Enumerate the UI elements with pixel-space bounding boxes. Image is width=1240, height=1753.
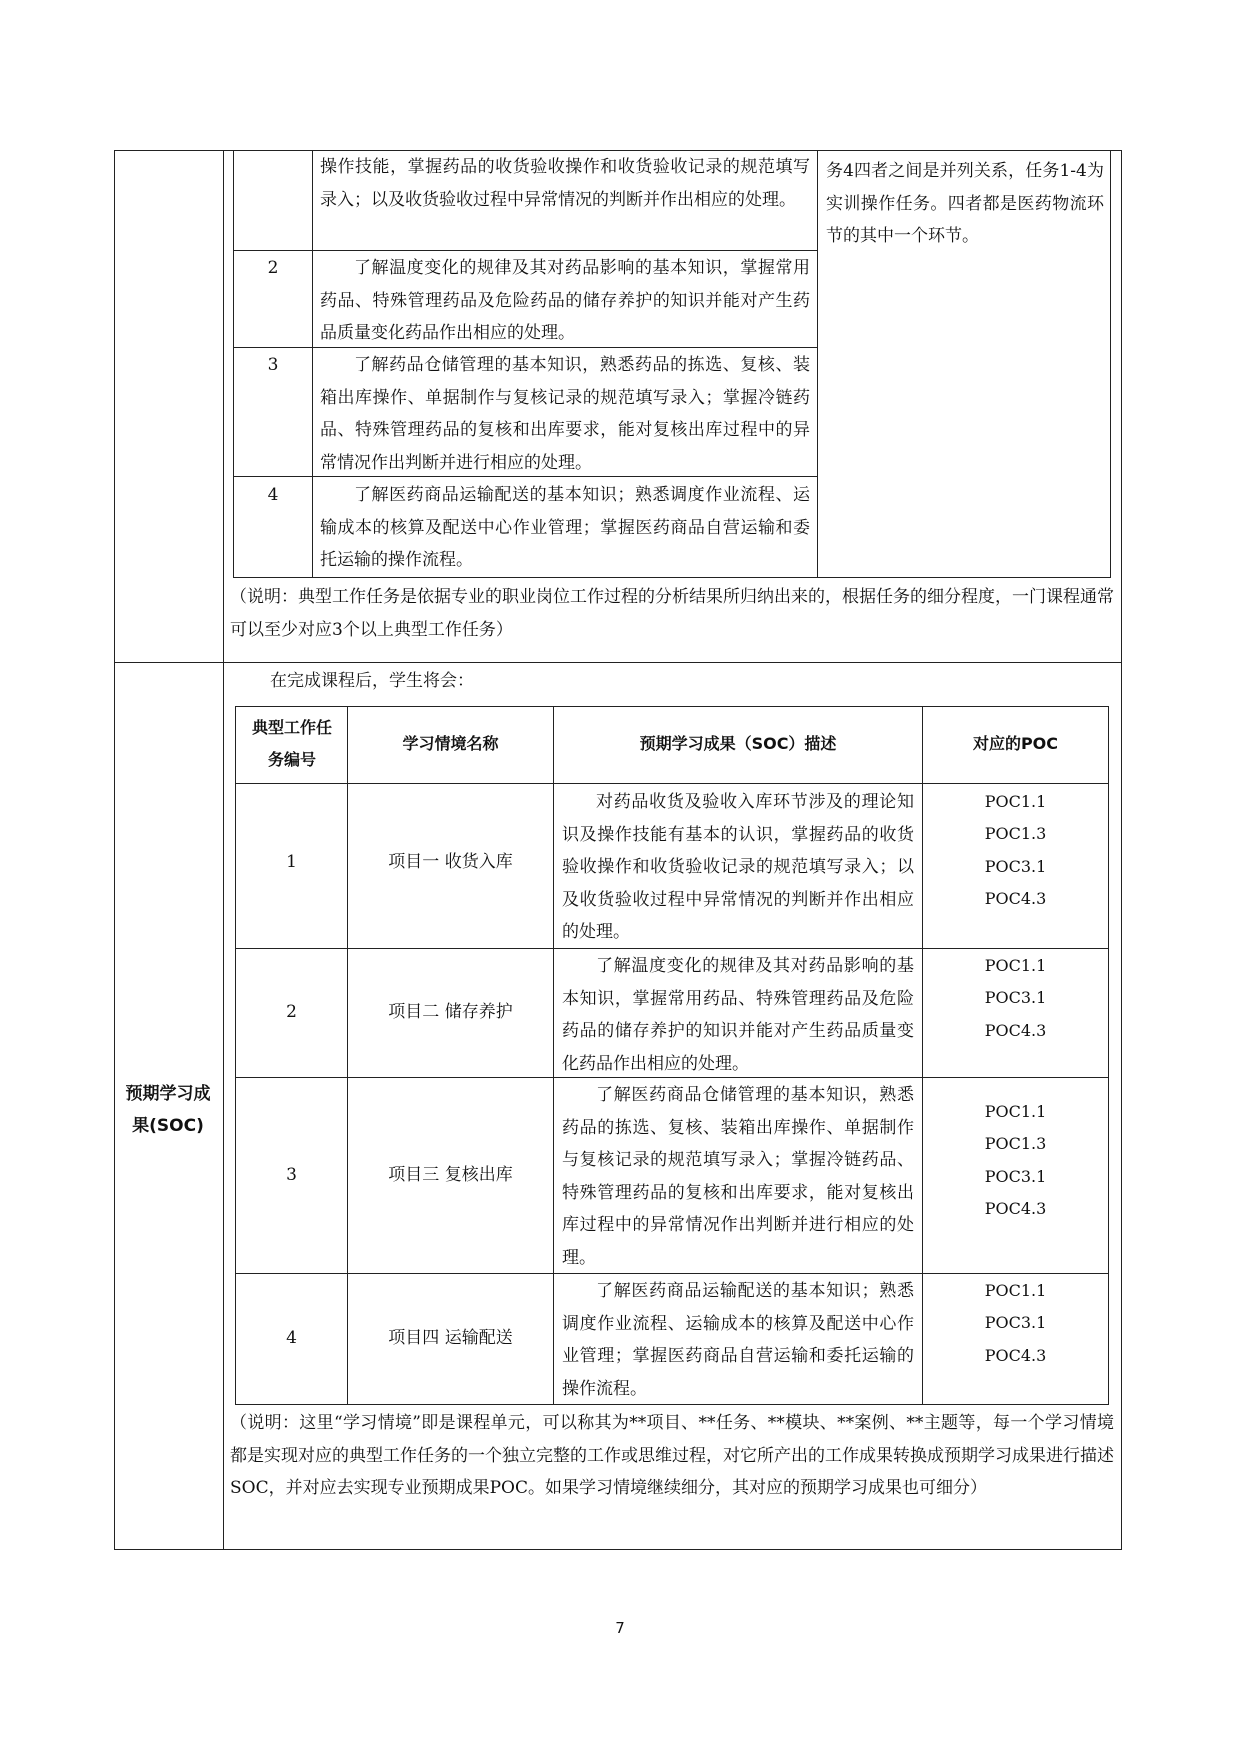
soc-row-situation: 项目二 储存养护	[388, 1002, 513, 1022]
poc-code: POC3.1	[984, 1313, 1047, 1332]
poc-code: POC4.3	[984, 1346, 1047, 1365]
soc-row-number: 4	[286, 1328, 297, 1348]
soc-row-situation: 项目四 运输配送	[388, 1328, 513, 1348]
soc-row-description: 了解温度变化的规律及其对药品影响的基本知识，掌握常用药品、特殊管理药品及危险药品的储存养护的知识并能对产生药品质量变化药品作出相应的处理。	[562, 956, 914, 1074]
header-task-number: 典型工作任务编号	[251, 718, 332, 769]
task-description: 了解医药商品运输配送的基本知识；熟悉调度作业流程、运输成本的核算及配送中心作业管理；掌握医药商品自营运输和委托运输的操作流程。	[320, 485, 810, 570]
outer-row-divider	[114, 662, 1122, 663]
poc-code: POC4.3	[984, 1199, 1047, 1218]
header-poc: 对应的POC	[972, 734, 1059, 753]
soc-row-description: 了解医药商品运输配送的基本知识；熟悉调度作业流程、运输成本的核算及配送中心作业管理；掌握医药商品自营运输和委托运输的操作流程。	[562, 1281, 914, 1399]
task-description: 了解药品仓储管理的基本知识，熟悉药品的拣选、复核、装箱出库操作、单据制作与复核记录的规范填写录入；掌握冷链药品、特殊管理药品的复核和出库要求，能对复核出库过程中的异常情况作出判断并进行相应的处理。	[320, 355, 810, 473]
poc-code: POC4.3	[984, 889, 1047, 908]
soc-intro-text: 在完成课程后，学生将会：	[270, 671, 474, 691]
header-soc-description: 预期学习成果（SOC）描述	[639, 734, 837, 753]
soc-section-label: 预期学习成果(SOC)	[125, 1084, 211, 1136]
task-number: 2	[267, 258, 279, 278]
header-situation-name: 学习情境名称	[402, 734, 499, 753]
task-number: 3	[267, 355, 279, 375]
soc-row-description: 对药品收货及验收入库环节涉及的理论知识及操作技能有基本的认识，掌握药品的收货验收操作和收货验收记录的规范填写录入；以及收货验收过程中异常情况的判断并作出相应的处理。	[562, 792, 914, 942]
soc-row-situation: 项目三 复核出库	[388, 1165, 513, 1185]
poc-code: POC3.1	[984, 988, 1047, 1007]
outer-border-right	[1121, 150, 1122, 1550]
poc-code: POC1.3	[984, 1134, 1047, 1153]
poc-code: POC4.3	[984, 1021, 1047, 1040]
soc-row-number: 3	[286, 1165, 297, 1185]
poc-code: POC1.1	[984, 956, 1047, 975]
page-number: 7	[615, 1619, 625, 1637]
task-number: 4	[267, 485, 279, 505]
task-relationship-note: 务4四者之间是并列关系，任务1-4为实训操作任务。四者都是医药物流环节的其中一个环节。	[826, 161, 1104, 246]
outer-border-bottom	[114, 1549, 1122, 1550]
task-description: 了解温度变化的规律及其对药品影响的基本知识，掌握常用药品、特殊管理药品及危险药品的储存养护的知识并能对产生药品质量变化药品作出相应的处理。	[320, 258, 810, 343]
outer-col-divider	[223, 150, 224, 1550]
poc-code: POC3.1	[984, 1167, 1047, 1186]
soc-row-description: 了解医药商品仓储管理的基本知识，熟悉药品的拣选、复核、装箱出库操作、单据制作与复核记录的规范填写录入；掌握冷链药品、特殊管理药品的复核和出库要求，能对复核出库过程中的异常情况作出判断并进行相应的处理。	[562, 1085, 914, 1268]
continued-task-text: 操作技能，掌握药品的收货验收操作和收货验收记录的规范填写录入；以及收货验收过程中异常情况的判断并作出相应的处理。	[320, 157, 810, 210]
soc-row-number: 2	[286, 1002, 297, 1022]
poc-code: POC1.1	[984, 792, 1047, 811]
task-explanation-note: （说明：典型工作任务是依据专业的职业岗位工作过程的分析结果所归纳出来的，根据任务的细分程度，一门课程通常可以至少对应3个以上典型工作任务）	[230, 587, 1114, 640]
soc-row-number: 1	[286, 852, 297, 872]
poc-code: POC1.1	[984, 1281, 1047, 1300]
poc-code: POC3.1	[984, 857, 1047, 876]
soc-explanation-note: （说明：这里“学习情境”即是课程单元，可以称其为**项目、**任务、**模块、**案例、**主题等，每一个学习情境都是实现对应的典型工作任务的一个独立完整的工作或思维过程，对它所产出的工作成果转换成预期学习成果进行描述SOC，并对应去实现专业预期成果POC。如果学习情境继续细分，其对应的预期学习成果也可细分）	[230, 1413, 1114, 1498]
soc-row-situation: 项目一 收货入库	[388, 852, 513, 872]
outer-border-left	[114, 150, 115, 1550]
poc-code: POC1.3	[984, 824, 1047, 843]
poc-code: POC1.1	[984, 1102, 1047, 1121]
